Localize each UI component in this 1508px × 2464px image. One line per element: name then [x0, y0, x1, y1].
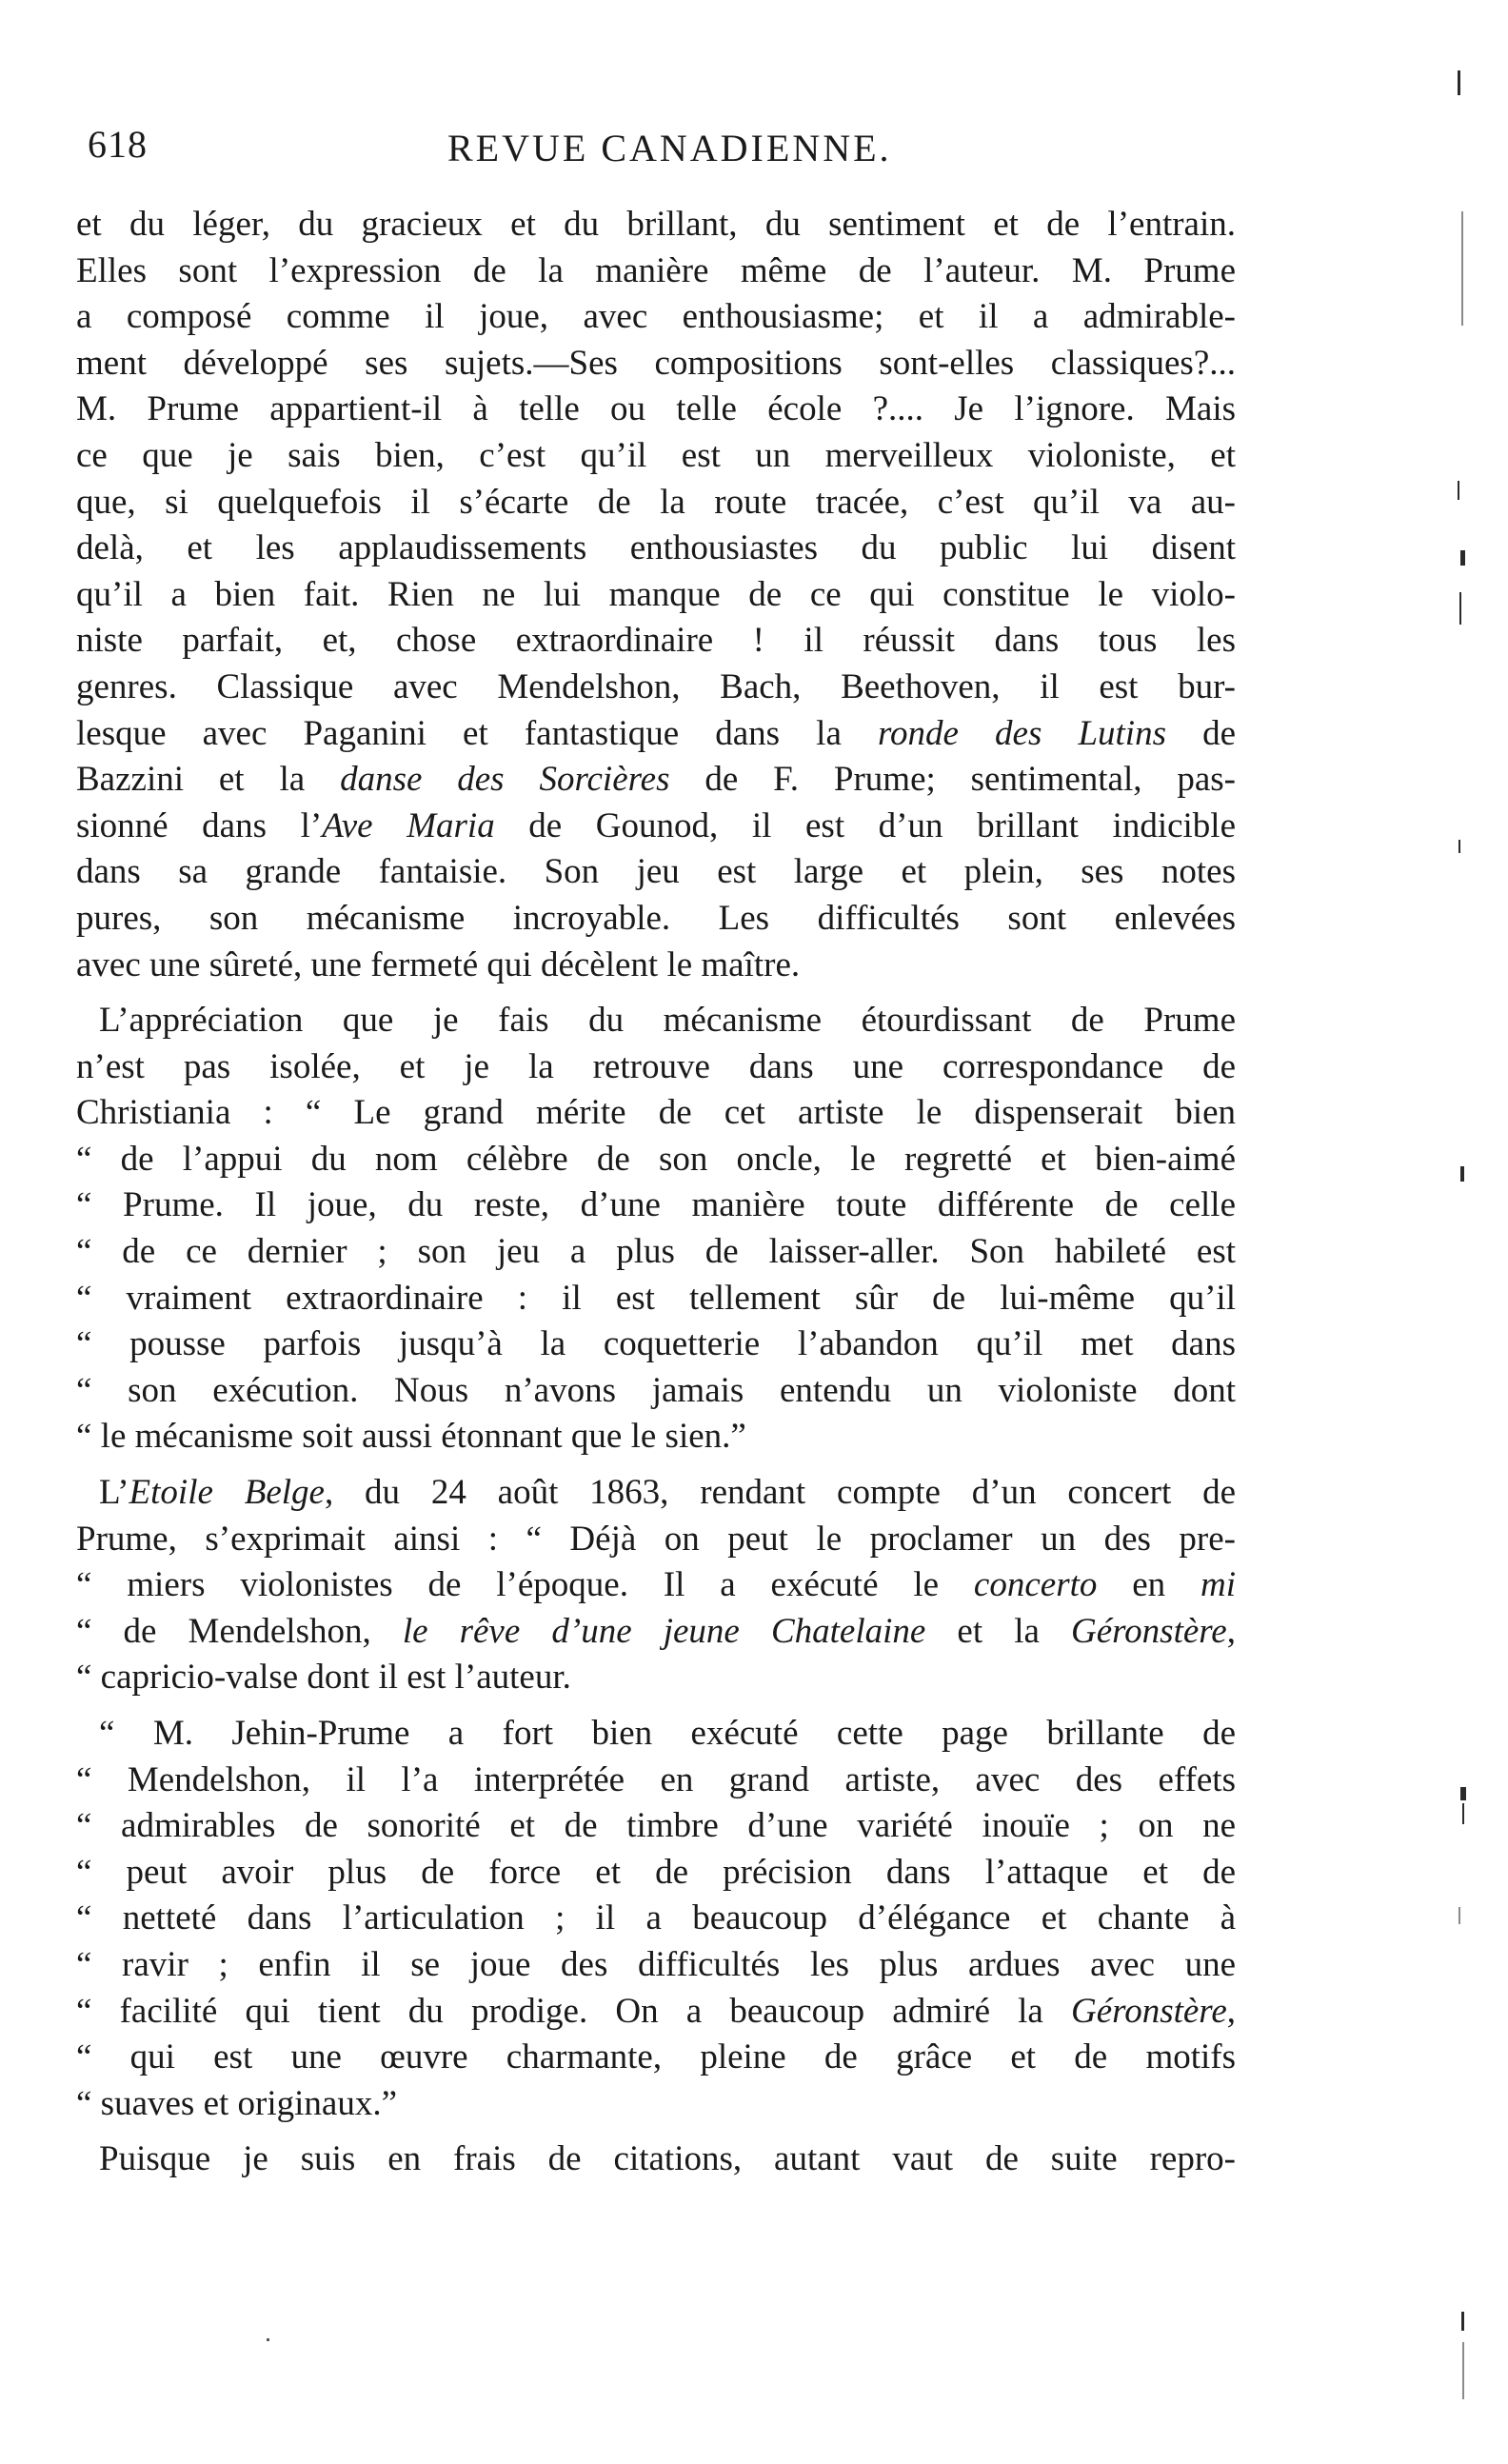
text-line: Elles sont l’expression de la manière même de l’auteur. M. Prume: [76, 250, 1236, 290]
text-line: que, si quelquefois il s’écarte de la route tracée, c’est qu’il va au-: [76, 482, 1236, 522]
text-line: “ netteté dans l’articulation ; il a beaucoup d’élégance et chante à: [76, 1898, 1236, 1938]
text-run: en: [1097, 1565, 1200, 1605]
paragraph-gap: [76, 1701, 1236, 1711]
scan-speck: [267, 2338, 269, 2341]
italic-title: mi: [1200, 1565, 1236, 1605]
italic-title: le rêve d’une jeune Chatelaine: [402, 1611, 926, 1651]
text-line: Prume, s’exprimait ainsi : “ Déjà on peut le proclamer un des pre-: [76, 1519, 1236, 1559]
italic-title: danse des Sorcières: [340, 760, 670, 800]
text-run: “ facilité qui tient du prodige. On a beaucoup admiré la: [76, 1991, 1072, 2031]
text-run: de Gounod, il est d’un brillant indicible: [494, 805, 1237, 845]
text-line: a composé comme il joue, avec enthousiasme; et il a admirable-: [76, 297, 1236, 337]
paragraph-gap: [76, 1461, 1236, 1470]
text-run: sionné dans l’: [76, 805, 323, 845]
text-line: [76, 1609, 1236, 1656]
text-line: genres. Classique avec Mendelshon, Bach, Beethoven, il est bur-: [76, 666, 1236, 706]
paragraph-5: [76, 2136, 1236, 2183]
text-line: ce que je sais bien, c’est qu’il est un merveilleux violoniste, et: [76, 435, 1236, 475]
text-run: , du 24 août 1863, rendant compte d’un concert de: [324, 1473, 1236, 1513]
text-run: ,: [1226, 1991, 1236, 2031]
text-run: “ de Mendelshon,: [76, 1611, 403, 1651]
text-run: ,: [1226, 1611, 1236, 1651]
text-line: “ Prume. Il joue, du reste, d’une manière toute différente de celle: [76, 1185, 1236, 1225]
text-line: et du léger, du gracieux et du brillant, du sentiment et de l’entrain.: [76, 205, 1236, 244]
text-line: [76, 804, 1236, 850]
text-line: M. Prume appartient-il à telle ou telle école ?.... Je l’ignore. Mais: [76, 389, 1236, 429]
text-line: pures, son mécanisme incroyable. Les difficultés sont enlevées: [76, 898, 1236, 938]
italic-title: ronde des Lutins: [877, 713, 1166, 753]
text-line: “ M. Jehin-Prume a fort bien exécuté cette page brillante de: [99, 1714, 1236, 1753]
text-line: avec une sûreté, une fermeté qui décèlent le maître.: [76, 944, 801, 984]
text-line: niste parfait, et, chose extraordinaire ! il réussit dans tous les: [76, 621, 1236, 661]
text-line: “ pousse parfois jusqu’à la coquetterie l’abandon qu’il met dans: [76, 1324, 1236, 1364]
text-line: dans sa grande fantaisie. Son jeu est large et plein, ses notes: [76, 852, 1236, 892]
text-line: ment développé ses sujets.—Ses compositions sont-elles classiques?...: [76, 343, 1236, 383]
text-run: de F. Prume; sentimental, pas-: [669, 760, 1236, 800]
text-line: “ de ce dernier ; son jeu a plus de laisser-aller. Son habileté est: [76, 1232, 1236, 1272]
text-line: “ capricio-valse dont il est l’auteur.: [76, 1658, 571, 1698]
text-line: “ vraiment extraordinaire : il est tellement sûr de lui-même qu’il: [76, 1278, 1236, 1318]
text-line: “ son exécution. Nous n’avons jamais entendu un violoniste dont: [76, 1370, 1236, 1410]
text-run: Bazzini et la: [76, 760, 341, 800]
italic-title: concerto: [973, 1565, 1098, 1605]
paragraph-4: [76, 1711, 1236, 2127]
text-line: “ qui est une œuvre charmante, pleine de grâce et de motifs: [76, 2037, 1236, 2077]
text-run: lesque avec Paganini et fantastique dans la: [76, 713, 878, 753]
italic-title: Géronstère: [1071, 1991, 1227, 2031]
paragraph-3: [76, 1470, 1236, 1701]
text-line: qu’il a bien fait. Rien ne lui manque de ce qui constitue le violo-: [76, 574, 1236, 614]
italic-title: Ave Maria: [322, 805, 495, 845]
text-line: “ admirables de sonorité et de timbre d’une variété inouïe ; on ne: [76, 1806, 1236, 1846]
text-line: n’est pas isolée, et je la retrouve dans une correspondance de: [76, 1046, 1236, 1086]
paragraph-gap: [76, 988, 1236, 998]
text-line: “ Mendelshon, il l’a interprétée en grand artiste, avec des effets: [76, 1759, 1236, 1799]
italic-title: Etoile Belge: [129, 1473, 325, 1513]
scan-edge-mark: [1461, 2312, 1464, 2331]
running-title: REVUE CANADIENNE.: [447, 127, 892, 169]
text-line: [76, 1470, 1236, 1517]
paragraph-2: [76, 998, 1236, 1461]
text-line: “ le mécanisme soit aussi étonnant que le sien.”: [76, 1417, 746, 1457]
italic-title: Géronstère: [1071, 1611, 1227, 1651]
text-line: [76, 1989, 1236, 2036]
scan-edge-mark: [1460, 550, 1465, 566]
scan-edge-mark: [1460, 1166, 1464, 1182]
text-run: “ miers violonistes de l’époque. Il a exécuté le: [76, 1565, 974, 1605]
paragraph-1: [76, 202, 1236, 988]
body-text: [76, 202, 1236, 2183]
text-line: [76, 1562, 1236, 1609]
text-line: “ de l’appui du nom célèbre de son oncle, le regretté et bien-aimé: [76, 1139, 1236, 1179]
text-line: [76, 711, 1236, 758]
scan-edge-mark: [1461, 211, 1463, 326]
scan-edge-mark: [1460, 1787, 1466, 1800]
text-line: L’appréciation que je fais du mécanisme étourdissant de Prume: [99, 1001, 1236, 1041]
page-number: 618: [88, 123, 148, 166]
text-line: Puisque je suis en frais de citations, autant vaut de suite repro-: [99, 2139, 1236, 2179]
text-line: Christiania : “ Le grand mérite de cet artiste le dispenserait bien: [76, 1093, 1236, 1133]
scan-edge-mark: [1458, 481, 1459, 500]
page-header: [88, 122, 1235, 179]
text-line: “ ravir ; enfin il se joue des difficultés les plus ardues avec une: [76, 1944, 1236, 1984]
text-run: L’: [99, 1473, 129, 1513]
scan-edge-mark: [1462, 2342, 1464, 2399]
text-run: et la: [925, 1611, 1072, 1651]
text-line: [76, 757, 1236, 804]
scan-edge-mark: [1458, 840, 1460, 853]
scan-edge-mark: [1462, 1803, 1464, 1824]
scan-edge-mark: [1459, 592, 1461, 625]
text-line: “ suaves et originaux.”: [76, 2083, 397, 2123]
text-line: delà, et les applaudissements enthousiastes du public lui disent: [76, 528, 1236, 568]
text-run: de: [1165, 713, 1236, 753]
text-line: “ peut avoir plus de force et de précision dans l’attaque et de: [76, 1852, 1236, 1892]
scan-edge-mark: [1458, 1907, 1460, 1924]
paragraph-gap: [76, 2127, 1236, 2136]
scan-edge-mark: [1458, 70, 1460, 95]
